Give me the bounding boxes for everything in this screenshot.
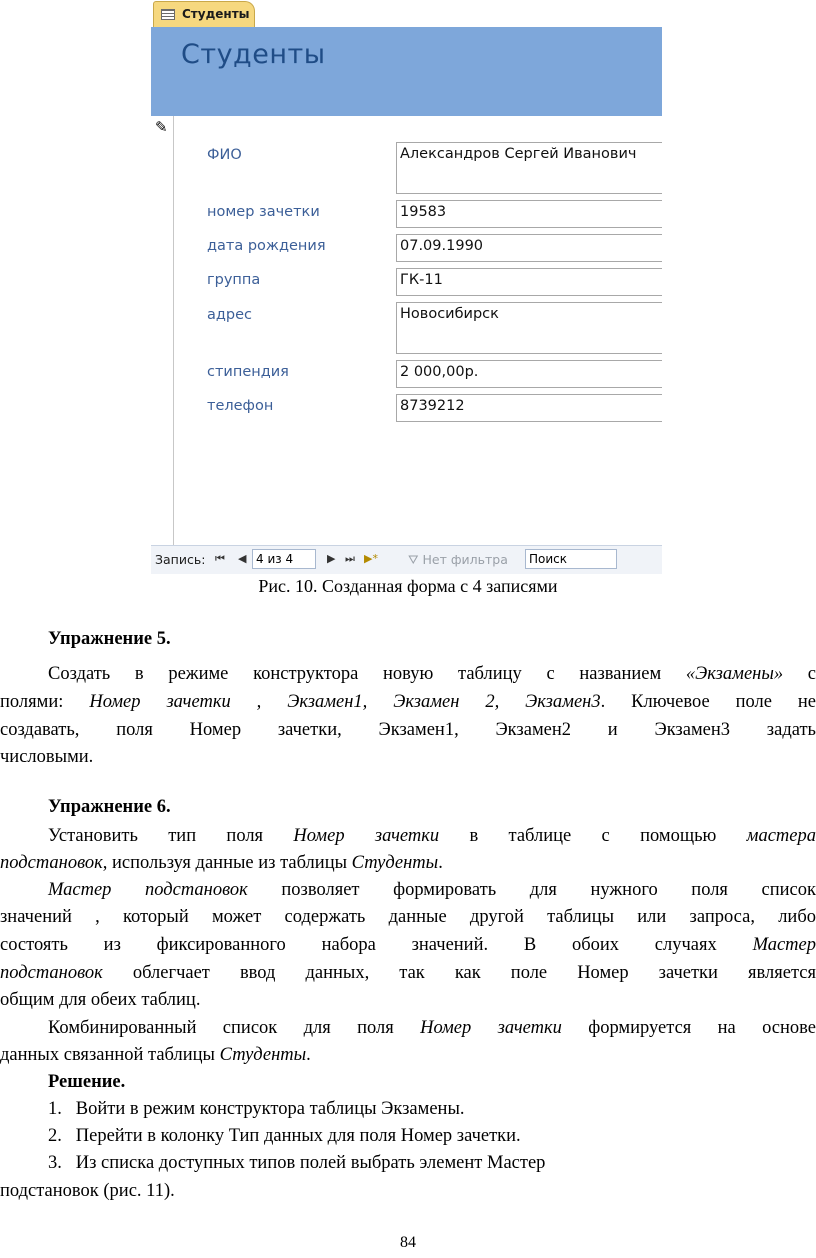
text-run: Установить тип поля <box>48 826 294 846</box>
text-run: . <box>306 1045 311 1065</box>
form-title: Студенты <box>181 39 326 70</box>
birth-date-field[interactable]: 07.09.1990 <box>396 234 662 262</box>
form-icon <box>161 9 175 20</box>
text-run: мастера <box>746 826 816 846</box>
document-tab-bar <box>151 0 662 27</box>
exercise-5-heading: Упражнение 5. <box>48 629 171 649</box>
field-label-fio: ФИО <box>207 147 242 163</box>
table-name: «Экзамены» <box>685 664 784 684</box>
exercise-6-line <box>0 933 816 957</box>
text-run: полями: <box>0 692 90 712</box>
text-run: Мастер подстановок <box>48 880 248 900</box>
text-run: Номер зачетки <box>420 1018 562 1038</box>
pencil-icon: ✎ <box>155 118 168 136</box>
exercise-6-line <box>0 1043 816 1067</box>
text-run: . Ключевое поле не <box>600 692 816 712</box>
form-screenshot <box>151 0 662 574</box>
exercise-6-line <box>48 1016 816 1040</box>
exercise-6-line: общим для обеих таблиц. <box>0 990 201 1010</box>
text-run: в таблице с помощью <box>439 826 747 846</box>
text-run: Комбинированный список для поля <box>48 1018 421 1038</box>
record-position-input[interactable]: 4 из 4 <box>252 549 316 569</box>
tab-students[interactable] <box>153 1 255 27</box>
filter-label: Нет фильтра <box>422 552 508 567</box>
first-record-icon[interactable]: ⏮ <box>215 552 225 565</box>
figure-caption: Рис. 10. Созданная форма с 4 записями <box>258 576 558 596</box>
record-label: Запись: <box>155 552 206 567</box>
scholarship-field[interactable]: 2 000,00р. <box>396 360 662 388</box>
next-record-icon[interactable]: ▶ <box>327 552 336 565</box>
exercise-6-line <box>48 878 816 902</box>
text-run: Студенты <box>219 1045 307 1065</box>
text-run: формируется на основе <box>561 1018 816 1038</box>
text-run: подстановок <box>0 853 103 873</box>
text-run: Номер зачетки <box>293 826 440 846</box>
exercise-6-line <box>48 824 816 848</box>
text-run: подстановок <box>0 963 103 983</box>
previous-record-icon[interactable]: ◀ <box>238 552 247 565</box>
page-number: 84 <box>400 1234 416 1251</box>
filter-icon: ⛛ <box>408 552 419 567</box>
exercise-6-line <box>0 851 816 875</box>
filter-button[interactable] <box>408 552 508 568</box>
text-run: с <box>783 664 816 684</box>
text-run: позволяет формировать для нужного поля список <box>247 880 816 900</box>
phone-field[interactable]: 8739212 <box>396 394 662 422</box>
solution-step: 2. Перейти в колонку Тип данных для поля Номер зачетки. <box>48 1126 521 1146</box>
new-record-icon[interactable]: ▶* <box>364 552 378 565</box>
field-label-address: адрес <box>207 307 253 323</box>
text-run: , используя данные из таблицы <box>102 853 352 873</box>
solution-heading: Решение. <box>48 1072 126 1092</box>
fio-field[interactable]: Александров Сергей Иванович <box>396 142 662 194</box>
record-navigation-bar <box>151 545 662 574</box>
last-record-icon[interactable]: ⏭ <box>345 552 355 565</box>
field-label-record-book: номер зачетки <box>207 204 320 220</box>
solution-step-continuation: подстановок (рис. 11). <box>0 1181 175 1201</box>
search-input[interactable]: Поиск <box>525 549 617 569</box>
record-book-field[interactable]: 19583 <box>396 200 662 228</box>
form-header <box>151 27 662 116</box>
tab-label: Студенты <box>182 7 250 21</box>
field-label-group: группа <box>207 272 261 288</box>
exercise-6-line: значений , который может содержать данные другой таблицы или запроса, либо <box>0 907 816 927</box>
text-run: . <box>438 853 443 873</box>
text-run: данных связанной таблицы <box>0 1045 220 1065</box>
record-selector[interactable] <box>151 116 174 545</box>
group-field[interactable]: ГК-11 <box>396 268 662 296</box>
solution-step: 3. Из списка доступных типов полей выбрать элемент Мастер <box>48 1153 546 1173</box>
text-run: облегчает ввод данных, так как поле Номер зачетки является <box>102 963 816 983</box>
exercise-6-heading: Упражнение 6. <box>48 797 171 817</box>
text-run: Создать в режиме конструктора новую таблицу с названием <box>48 664 686 684</box>
exercise-5-line <box>0 690 816 714</box>
exercise-5-line <box>48 662 816 686</box>
field-label-scholarship: стипендия <box>207 364 289 380</box>
exercise-5-line: создавать, поля Номер зачетки, Экзамен1, Экзамен2 и Экзамен3 задать <box>0 720 816 740</box>
address-field[interactable]: Новосибирск <box>396 302 662 354</box>
exercise-5-line: числовыми. <box>0 747 94 767</box>
exercise-6-line <box>0 961 816 985</box>
solution-step: 1. Войти в режим конструктора таблицы Экзамены. <box>48 1099 465 1119</box>
text-run: Мастер <box>752 935 816 955</box>
field-label-phone: телефон <box>207 398 274 414</box>
text-run: Студенты <box>351 853 439 873</box>
field-label-birth-date: дата рождения <box>207 238 326 254</box>
field-names: Номер зачетки , Экзамен1, Экзамен 2, Экзамен3 <box>89 692 601 712</box>
text-run: состоять из фиксированного набора значений. В обоих случаях <box>0 935 753 955</box>
